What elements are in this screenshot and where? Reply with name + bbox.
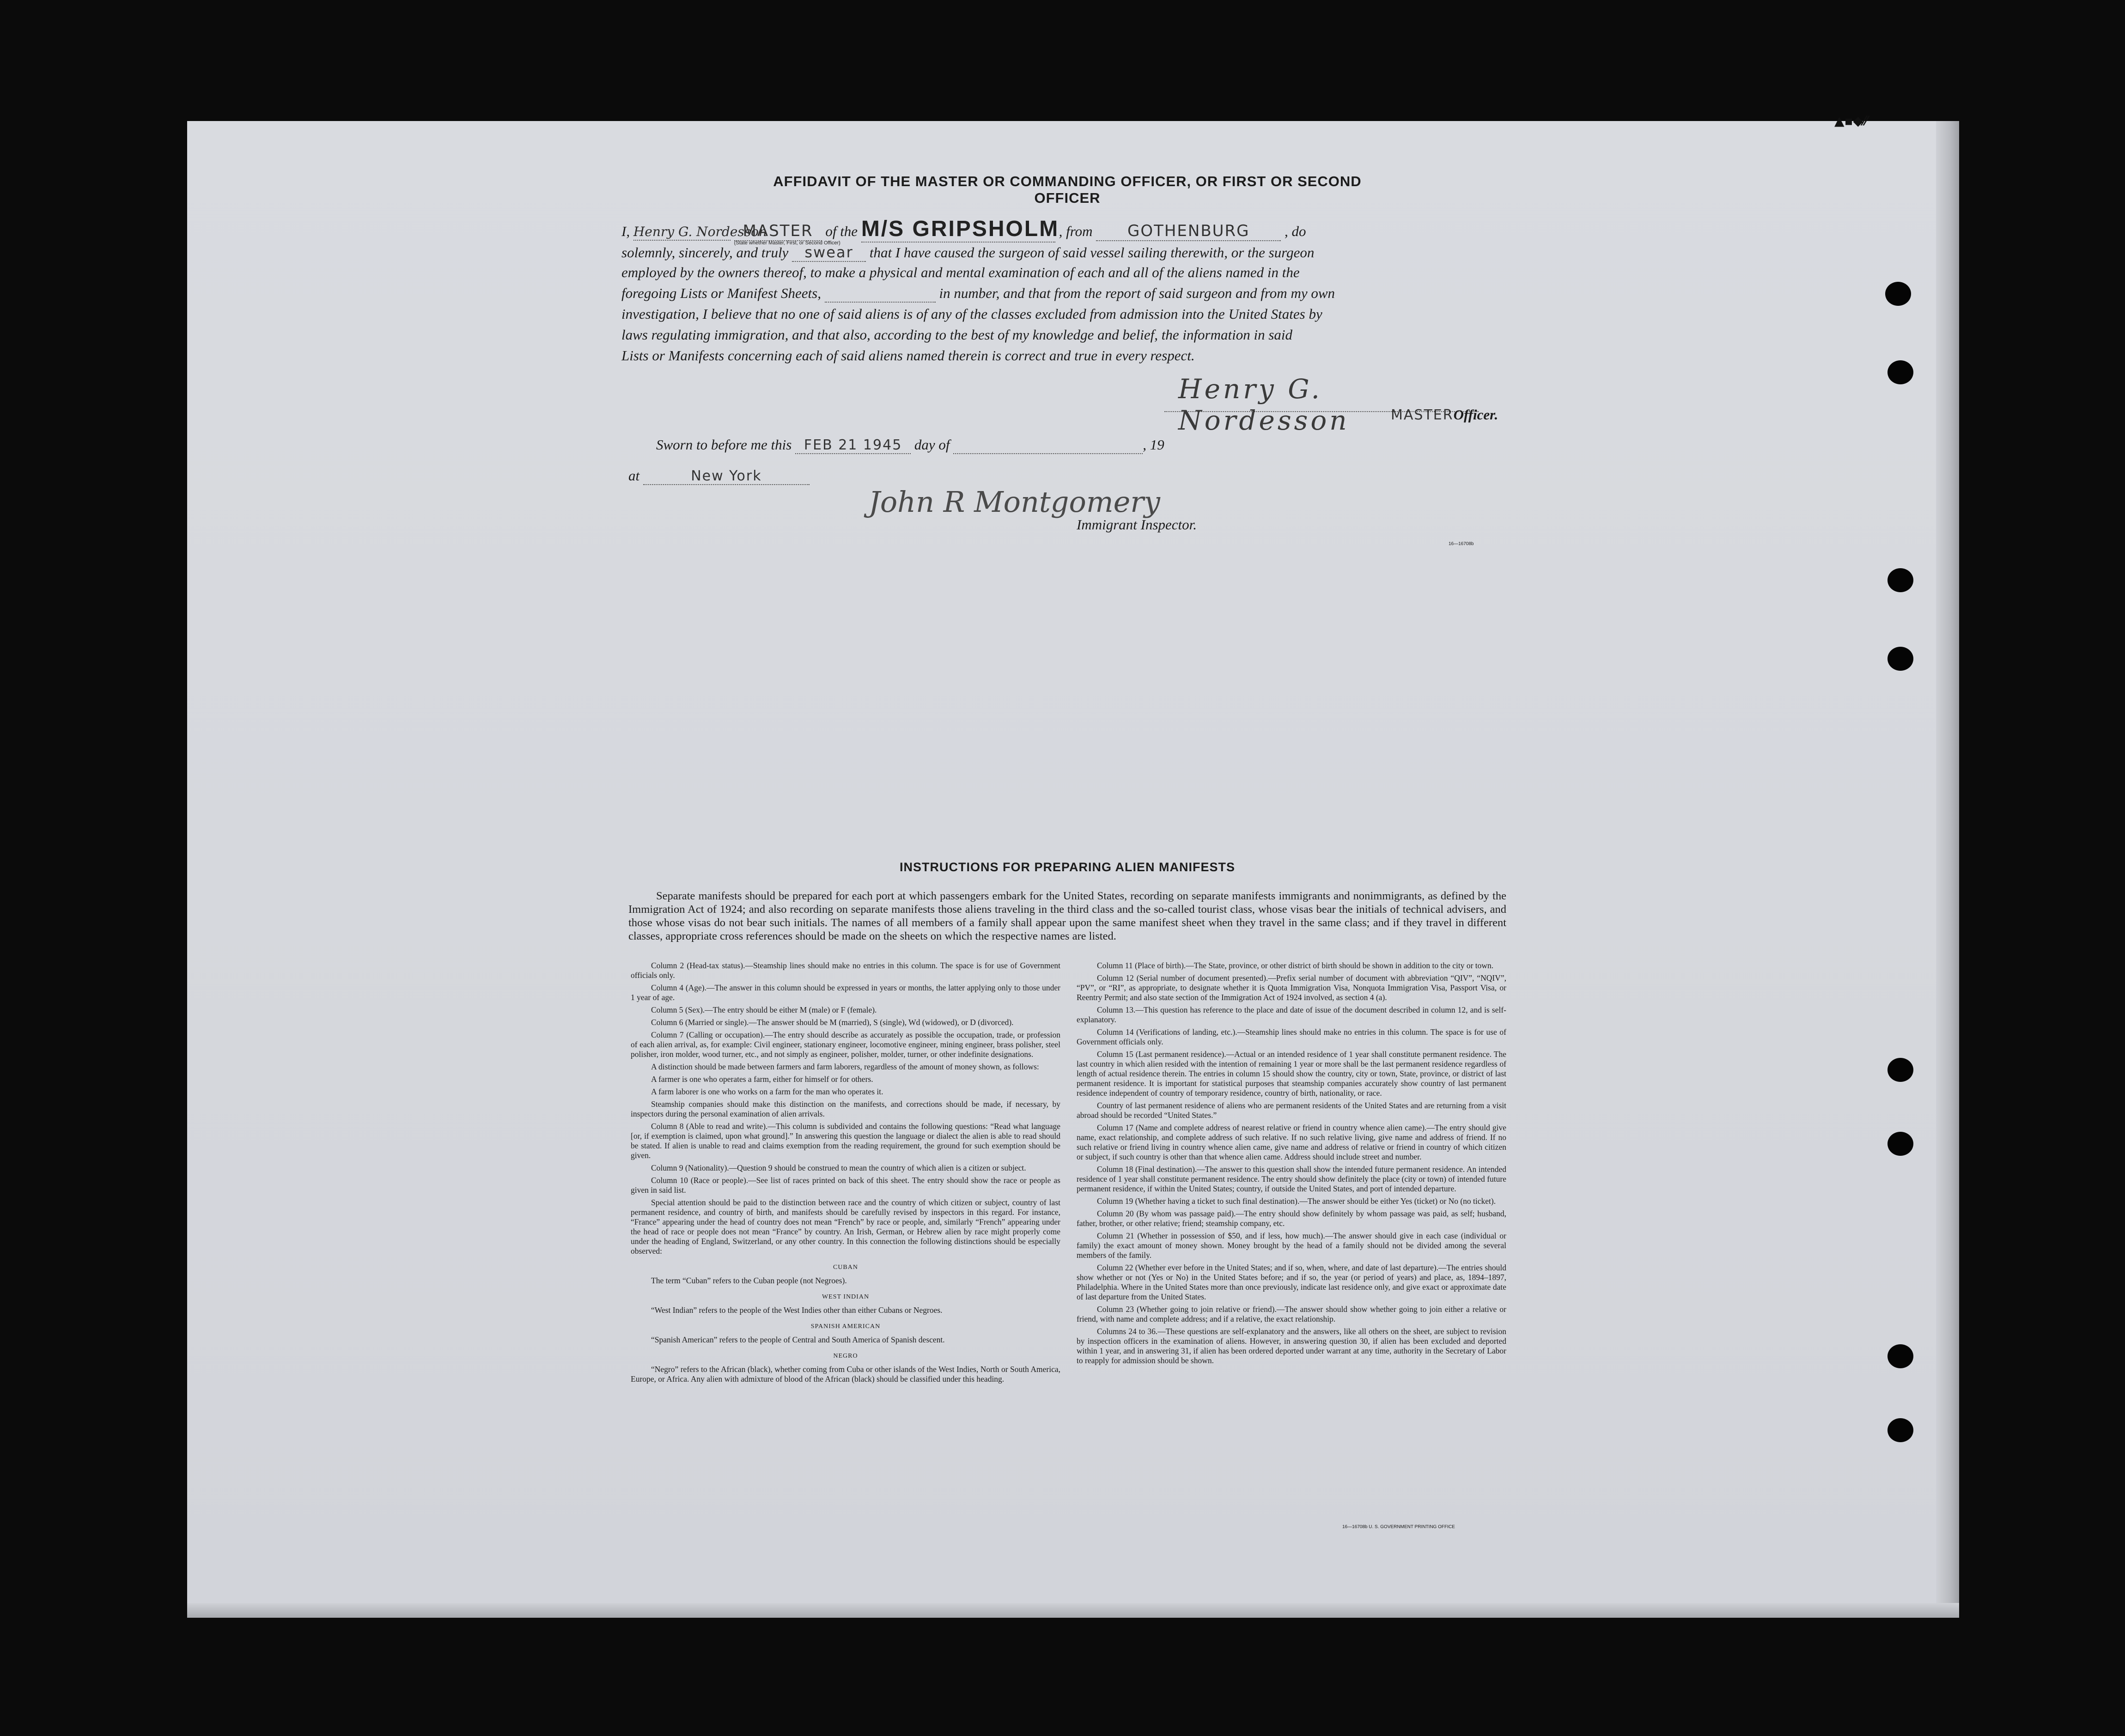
affidavit-line-3: employed by the owners thereof, to make a physical and mental examination of each and all of the aliens named in the [621, 264, 1300, 280]
text: solemnly, sincerely, and truly [621, 244, 789, 261]
punch-hole-icon [1888, 1058, 1913, 1082]
sheet-count-field [825, 285, 936, 303]
officer-line [1391, 407, 1498, 423]
instruction-paragraph: Column 15 (Last permanent residence).—Actual or an intended residence of 1 year shall constitute permanent residence. The last country in which alien resided with the intention of remaining 1 year or more shall be the last permanent residence regardless of length of actual residence therein. The entries in column 15 should show the country, city or town, State, province, or district of last permanent residence. It is important for statistical purposes that steamship companies accurately show country of last permanent residence independent of country of temporary residence, country of birth, nationality, or race. [1077, 1050, 1506, 1098]
form-number: 16—16708b [1449, 541, 1474, 546]
text: in number, and that from the report of said surgeon and from my own [939, 285, 1335, 301]
inspector-signature [864, 480, 1178, 522]
text: that I have caused the surgeon of said vessel sailing therewith, or the surgeon [869, 244, 1315, 261]
rank-field [734, 222, 840, 246]
text-i: I, [621, 223, 630, 239]
sheet-right-edge [1936, 121, 1959, 1618]
heading-spanish-american: SPANISH AMERICAN [810, 1323, 881, 1330]
affidavit-title: AFFIDAVIT OF THE MASTER OR COMMANDING OFFICER, OR FIRST OR SECOND OFFICER [773, 173, 1362, 206]
instruction-paragraph: “Negro” refers to the African (black), whether coming from Cuba or other islands of the West Indies, North or South America, Europe, or Africa. Any alien with admixture of blood of the African (black) should be classified under this heading. [631, 1365, 1060, 1384]
vessel-stamp: M/S GRIPSHOLM [861, 217, 1059, 241]
punch-hole-icon [1885, 282, 1911, 306]
instruction-paragraph: Column 6 (Married or single).—The answer should be M (married), S (single), Wd (widowed), or D (divorced). [651, 1018, 1014, 1027]
text-do: , do [1285, 223, 1306, 239]
text: day of [914, 437, 950, 453]
instruction-paragraph: Column 2 (Head-tax status).—Steamship lines should make no entries in this column. The space is for use of Government officials only. [631, 961, 1060, 980]
heading-negro: NEGRO [833, 1353, 858, 1360]
rank-note: (State whether Master, First, or Second Officer) [734, 240, 840, 246]
instruction-paragraph: Column 7 (Calling or occupation).—The entry should describe as accurately as possible the occupation, trade, or profession of each alien arrival, as, for example: Civil engineer, stationary engineer, locomotive engineer, mining engineer, brass polisher, steel polisher, iron molder, wood turner, etc., and not simply as engineer, polisher, molder, turner, or other indefinite designations. [631, 1030, 1060, 1059]
instruction-paragraph: Column 9 (Nationality).—Question 9 should be construed to mean the country of which alien is a citizen or subject. [651, 1163, 1026, 1172]
inspector-title: Immigrant Inspector. [1077, 516, 1197, 533]
instruction-paragraph: Column 17 (Name and complete address of nearest relative or friend in country whence alien came).—The entry should give name, exact relationship, and complete address of such relative. If no such relative living, give name and address of friend. If no such relative or friend living in country whence alien came, give name and address of relative or friend in country of which citizen or subject, if such country is other than that whence alien came. Address should include street and number. [1077, 1123, 1506, 1161]
instruction-paragraph: Column 23 (Whether going to join relative or friend).—The answer should show whether going to join either a relative or friend, with name and complete address; and if a relative, the exact relationship. [1077, 1305, 1506, 1323]
inspector-signature-handwritten: John R Montgomery [869, 485, 1160, 519]
instructions-right-column [1077, 961, 1506, 1368]
instruction-paragraph: The term “Cuban” refers to the Cuban people (not Negroes). [651, 1276, 847, 1285]
signer-rank-stamp: MASTER [1391, 407, 1454, 423]
officer-suffix: Officer. [1453, 407, 1498, 423]
punch-hole-icon [1888, 1132, 1913, 1156]
vessel-field [861, 216, 1059, 243]
port-stamp: GOTHENBURG [1127, 222, 1250, 240]
place-field [643, 467, 810, 485]
text: foregoing Lists or Manifest Sheets, [621, 285, 821, 301]
text-from: , from [1059, 223, 1093, 239]
instruction-paragraph: Column 13.—This question has reference to the place and date of issue of the document described in column 12, and is self-explanatory. [1077, 1005, 1506, 1024]
heading-west-indian: WEST INDIAN [822, 1293, 870, 1300]
sworn-line [656, 437, 1534, 454]
month-field [953, 437, 1143, 454]
instruction-paragraph: Columns 24 to 36.—These questions are self-explanatory and the answers, like all others on the sheet, are subject to revision by inspection officers in the examination of aliens. However, in answering question 30, if alien has been excluded and deported within 1 year, and in answering 31, if alien has been ordered deported under warrant at any time, authority in the Secretary of Labor to reapply for admission should be shown. [1077, 1327, 1506, 1365]
sworn-date-stamp: FEB 21 1945 [804, 437, 902, 453]
place-stamp: New York [691, 468, 762, 484]
instruction-paragraph: Column 19 (Whether having a ticket to such final destination).—The answer should be either Yes (ticket) or No (no ticket). [1097, 1196, 1496, 1206]
printing-office-note: 16—16708b U. S. GOVERNMENT PRINTING OFFICE [1342, 1524, 1455, 1530]
affidavit-line-2 [621, 243, 1499, 262]
affidavit-line-1 [621, 216, 1499, 246]
instruction-paragraph: Column 10 (Race or people).—See list of races printed on back of this sheet. The entry should show the race or people as given in said list. [631, 1176, 1060, 1195]
instruction-paragraph: Column 4 (Age).—The answer in this column should be expressed in years or months, the latter applying only to those under 1 year of age. [631, 983, 1060, 1002]
instruction-paragraph: Column 5 (Sex).—The entry should be either M (male) or F (female). [651, 1005, 877, 1014]
instructions-left-column [631, 961, 1060, 1387]
oath-field [792, 243, 866, 262]
rank-stamp: MASTER [743, 222, 813, 240]
master-signature-handwritten: Henry G. Nordesson [1178, 373, 1350, 436]
affidavit-line-6: laws regulating immigration, and that also, according to the best of my knowledge and belief, the information in said [621, 327, 1293, 343]
text: Sworn to before me this [656, 437, 792, 453]
instruction-paragraph: A farmer is one who operates a farm, either for himself or for others. [651, 1074, 873, 1084]
text-of-the: of the [825, 223, 858, 239]
affidavit-line-4 [621, 285, 1499, 303]
affidavit-line-7: Lists or Manifests concerning each of said aliens named therein is correct and true in every respect. [621, 347, 1195, 364]
instruction-paragraph: Column 8 (Able to read and write).—This column is subdivided and contains the following questions: “Read what language [or, if exemption is claimed, upon what ground].” In answering this question the language or dialect the alien is able to read should be stated. If alien is unable to read and claims exemption from the reading requirement, the ground for such exemption should be given. [631, 1122, 1060, 1160]
text: , 19 [1143, 437, 1164, 453]
instruction-paragraph: “Spanish American” refers to the people of Central and South America of Spanish descent. [651, 1335, 945, 1344]
punch-hole-icon [1888, 1344, 1913, 1368]
punch-hole-icon [1888, 1418, 1913, 1442]
sworn-date-field [795, 437, 911, 454]
instructions-title: INSTRUCTIONS FOR PREPARING ALIEN MANIFESTS [899, 860, 1236, 874]
master-name-handwritten: Henry G. Nordesson [633, 224, 767, 239]
affidavit-line-5: investigation, I believe that no one of said aliens is of any of the classes excluded from admission into the United States by [621, 306, 1322, 322]
punch-hole-icon [1888, 647, 1913, 671]
instruction-paragraph: Column 11 (Place of birth).—The State, province, or other district of birth should be shown in addition to the city or town. [1097, 961, 1494, 970]
instruction-paragraph: Column 18 (Final destination).—The answer to this question shall show the intended future permanent residence. An intended residence of 1 year shall constitute permanent residence. The entry should show definitely the place (city or town) of intended future permanent residence, if within the United States; country, if outside the United States, and port of intended departure. [1077, 1165, 1506, 1193]
heading-cuban: CUBAN [833, 1264, 858, 1271]
corner-mark: ▲▪◆⁄⁄ [1834, 113, 1868, 128]
instruction-paragraph: Column 22 (Whether ever before in the United States; and if so, when, where, and date of last departure).—The entries should show whether or not (Yes or No) in the United States before; and if so, the year (or period of years) and place, as, 1894–1897, Philadelphia. Where in the United States more than once previously, indicate last residence only, and give exact or approximate date of last departure from the United States. [1077, 1263, 1506, 1301]
instruction-paragraph: “West Indian” refers to the people of the West Indies other than either Cubans or Negroes. [651, 1305, 943, 1315]
instruction-paragraph: A distinction should be made between farmers and farm laborers, regardless of the amount of money shown, as follows: [651, 1062, 1039, 1071]
instruction-paragraph: Steamship companies should make this distinction on the manifests, and corrections should be made, if necessary, by inspectors during the personal examination of alien arrivals. [631, 1099, 1060, 1118]
instructions-intro: Separate manifests should be prepared for each port at which passengers embark for the United States, recording on separate manifests immigrants and nonimmigrants, as defined by the Immigration Act of 1924; and also recording on separate manifests those aliens traveling in the third class and the so-called tourist class, whose visas bear the initials of technical advisers, and those whose visas do not bear such initials. The names of all members of a family shall appear upon the same manifest sheet when they travel in the same class; and if they travel in different classes, appropriate cross references should be made on the sheets on which the respective names are listed. [628, 890, 1506, 942]
text: at [628, 467, 640, 484]
oath-stamp: swear [804, 243, 853, 261]
instruction-paragraph: Column 14 (Verifications of landing, etc.).—Steamship lines should make no entries in this column. The space is for use of Government officials only. [1077, 1027, 1506, 1046]
instruction-paragraph: Column 12 (Serial number of document presented).—Prefix serial number of document with abbreviation “QIV”, “NQIV”, “PV”, or “RI”, as appropriate, to designate whether it is Quota Immigration Visa, Nonquota Immigration Visa, Passport Visa, or Reentry Permit; and also state section of the Immigration Act of 1924 involved, as section 4 (a). [1077, 973, 1506, 1002]
instruction-paragraph: Column 21 (Whether in possession of $50, and if less, how much).—The answer should give in each case (individual or family) the exact amount of money shown. Money brought by the head of a family should not be divided among the several members of the family. [1077, 1231, 1506, 1260]
punch-hole-icon [1888, 360, 1913, 384]
instruction-paragraph: A farm laborer is one who works on a farm for the man who operates it. [651, 1087, 883, 1096]
sheet-bottom-edge [187, 1603, 1959, 1618]
instruction-paragraph: Special attention should be paid to the distinction between race and the country of which citizen or subject, country of last permanent residence, and country of birth, and manifests should be carefully revised by inspectors in this regard. For instance, “France” appearing under the head of country does not mean “French” by race or people, and, similarly “French” appearing under the head of race or people does not mean “France” by country. An Irish, German, or Hebrew alien by race might properly come under the heading of England, Switzerland, or any other country. In this connection the following distinctions should be especially observed: [631, 1198, 1060, 1256]
master-name-field [633, 223, 767, 241]
punch-hole-icon [1888, 568, 1913, 592]
instruction-paragraph: Country of last permanent residence of aliens who are permanent residents of the United States and are returning from a visit abroad should be recorded “United States.” [1077, 1101, 1506, 1120]
instruction-paragraph: Column 20 (By whom was passage paid).—The entry should show definitely by whom passage was paid, as self; husband, father, brother, or other relative; friend; steamship company, etc. [1077, 1209, 1506, 1228]
port-field [1096, 222, 1281, 241]
